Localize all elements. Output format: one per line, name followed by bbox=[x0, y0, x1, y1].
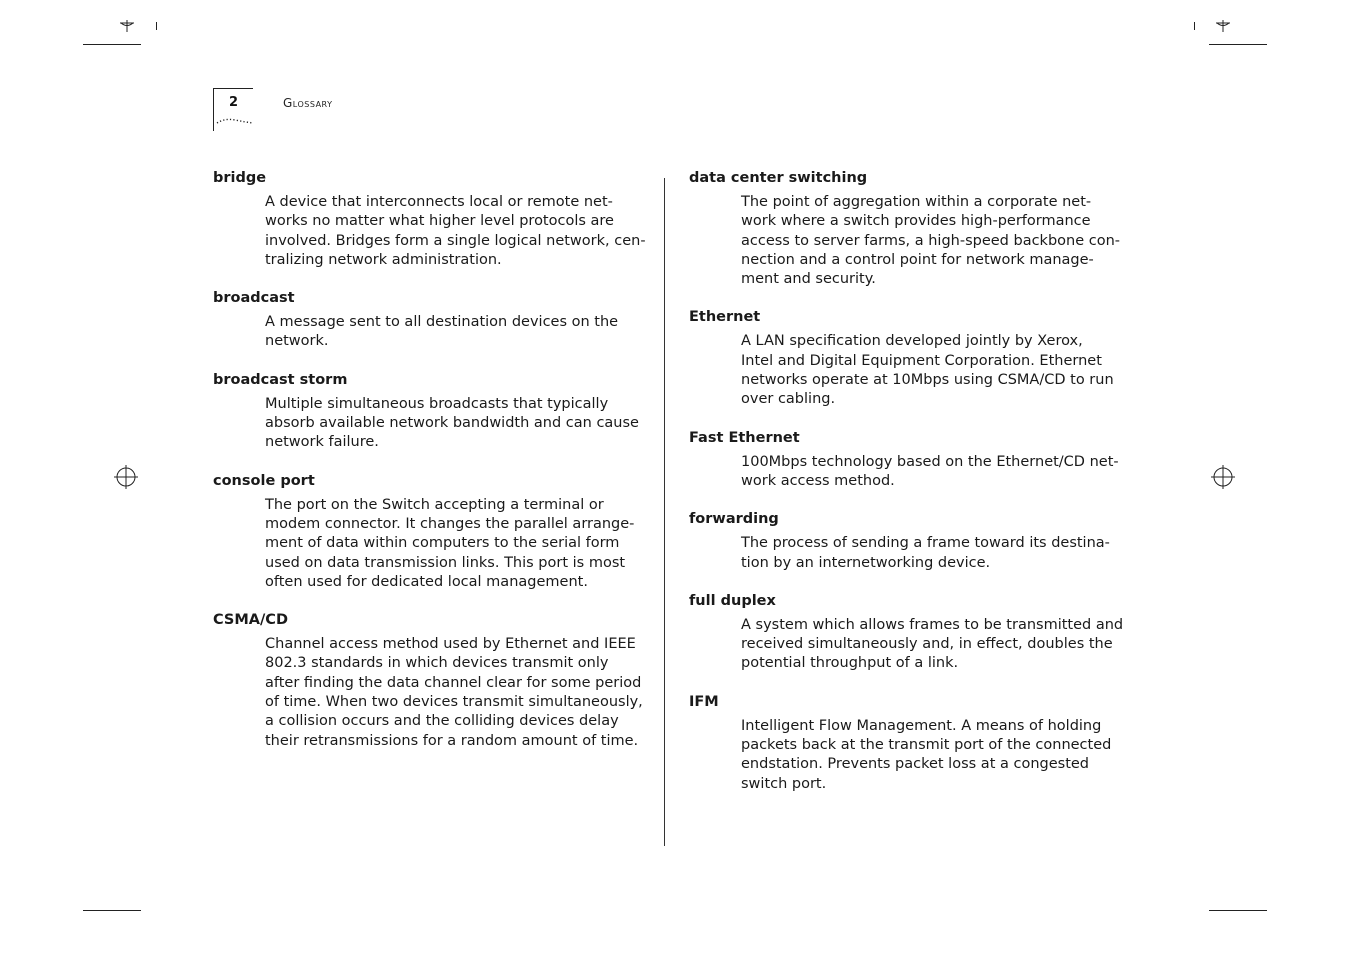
definition-line: switch port. bbox=[741, 775, 827, 792]
crop-mark-top-right-tick bbox=[1194, 22, 1195, 30]
column-divider bbox=[664, 178, 665, 846]
definition-line: endstation. Prevents packet loss at a congested bbox=[741, 756, 1089, 773]
definition-line: involved. Bridges form a single logical network, cen- bbox=[265, 232, 646, 249]
glossary-definition bbox=[741, 717, 1112, 794]
registration-mark-top-left-icon bbox=[115, 12, 139, 36]
definition-line: tion by an internetworking device. bbox=[741, 554, 991, 571]
glossary-definition bbox=[741, 332, 1114, 409]
glossary-entry bbox=[213, 611, 643, 751]
definition-line: nection and a control point for network manage- bbox=[741, 251, 1094, 268]
glossary-entry bbox=[213, 371, 639, 453]
definition-line: The process of sending a frame toward its destina- bbox=[741, 535, 1110, 552]
page-number: 2 bbox=[229, 95, 239, 110]
glossary-term: bridge bbox=[213, 170, 267, 186]
glossary-term: console port bbox=[213, 472, 315, 489]
definition-line: Channel access method used by Ethernet and IEEE bbox=[265, 636, 636, 653]
glossary-term: forwarding bbox=[689, 511, 779, 528]
registration-mark-left-icon bbox=[114, 465, 138, 489]
definition-line: packets back at the transmit port of the connected bbox=[741, 737, 1112, 754]
glossary-definition bbox=[265, 193, 646, 270]
definition-line: Multiple simultaneous broadcasts that typically bbox=[265, 395, 609, 412]
definition-line: 100Mbps technology based on the Ethernet/CD net- bbox=[741, 453, 1119, 470]
definition-line: Intelligent Flow Management. A means of holding bbox=[741, 717, 1102, 734]
glossary-entry bbox=[213, 472, 633, 592]
glossary-definition bbox=[741, 193, 1121, 289]
glossary-entry bbox=[213, 169, 646, 270]
glossary-term: Ethernet bbox=[689, 309, 761, 326]
glossary-entry bbox=[689, 429, 1119, 492]
crop-mark-bottom-right bbox=[1209, 910, 1267, 911]
section-title: Glossary bbox=[283, 96, 333, 110]
glossary-term: IFM bbox=[689, 693, 719, 710]
glossary-definition bbox=[265, 313, 631, 352]
glossary-definition bbox=[741, 534, 1110, 573]
registration-mark-top-right-icon bbox=[1211, 12, 1235, 36]
definition-line: access to server farms, a high-speed backbone con- bbox=[741, 232, 1121, 249]
definition-line: A device that interconnects local or remote net- bbox=[265, 194, 613, 210]
glossary-term: data center switching bbox=[689, 170, 868, 186]
definition-line: used on data transmission links. This port is most bbox=[265, 554, 626, 571]
definition-line: work where a switch provides high-performance bbox=[741, 213, 1091, 230]
crop-mark-top-left bbox=[83, 44, 141, 45]
glossary-column-right bbox=[689, 169, 1124, 813]
glossary-definition bbox=[741, 616, 1124, 674]
glossary-definition bbox=[741, 453, 1119, 492]
definition-line: work access method. bbox=[741, 472, 895, 489]
definition-line: A system which allows frames to be transmitted and bbox=[741, 616, 1124, 633]
definition-line: received simultaneously and, in effect, doubles the bbox=[741, 636, 1113, 653]
definition-line: network. bbox=[265, 333, 329, 350]
glossary-entry bbox=[689, 693, 1112, 794]
definition-line: modem connector. It changes the parallel arrange- bbox=[265, 515, 635, 532]
definition-line: after finding the data channel clear for some period bbox=[265, 674, 642, 691]
registration-mark-right-icon bbox=[1211, 465, 1235, 489]
definition-line: over cabling. bbox=[741, 391, 836, 408]
glossary-entry bbox=[689, 510, 1109, 573]
page-header bbox=[213, 88, 513, 133]
glossary-term: full duplex bbox=[689, 592, 776, 609]
definition-line: The port on the Switch accepting a terminal or bbox=[265, 496, 604, 513]
glossary-entry bbox=[689, 592, 1124, 674]
definition-line: networks operate at 10Mbps using CSMA/CD to run bbox=[741, 372, 1114, 389]
definition-line: A message sent to all destination devices on the bbox=[265, 314, 619, 331]
glossary-entry bbox=[689, 308, 1114, 409]
definition-line: absorb available network bandwidth and can cause bbox=[265, 415, 639, 432]
glossary-column-left bbox=[213, 169, 646, 770]
dotted-curve-icon bbox=[215, 117, 255, 125]
definition-line: tralizing network administration. bbox=[265, 251, 502, 268]
crop-mark-bottom-left bbox=[83, 910, 141, 911]
glossary-definition bbox=[265, 496, 635, 592]
definition-line: their retransmissions for a random amount of time. bbox=[265, 732, 639, 749]
crop-mark-top-right bbox=[1209, 44, 1267, 45]
definition-line: often used for dedicated local management. bbox=[265, 573, 588, 590]
definition-line: 802.3 standards in which devices transmit only bbox=[265, 655, 609, 672]
glossary-definition bbox=[265, 635, 643, 751]
definition-line: of time. When two devices transmit simultaneously, bbox=[265, 694, 643, 711]
glossary-definition bbox=[265, 395, 639, 453]
glossary-term: broadcast bbox=[213, 290, 295, 307]
glossary-term: CSMA/CD bbox=[213, 612, 288, 629]
definition-line: network failure. bbox=[265, 434, 379, 451]
crop-mark-top-left-tick bbox=[156, 22, 157, 30]
definition-line: a collision occurs and the colliding devices delay bbox=[265, 713, 619, 730]
glossary-entry bbox=[213, 289, 633, 352]
definition-line: A LAN specification developed jointly by Xerox, bbox=[741, 333, 1083, 350]
glossary-term: broadcast storm bbox=[213, 371, 348, 388]
glossary-entry bbox=[689, 169, 1121, 289]
definition-line: potential throughput of a link. bbox=[741, 655, 959, 672]
definition-line: ment of data within computers to the serial form bbox=[265, 535, 620, 552]
definition-line: Intel and Digital Equipment Corporation. Ethernet bbox=[741, 352, 1102, 369]
glossary-term: Fast Ethernet bbox=[689, 429, 800, 446]
definition-line: works no matter what higher level protocols are bbox=[265, 213, 614, 230]
definition-line: ment and security. bbox=[741, 271, 876, 288]
definition-line: The point of aggregation within a corporate net- bbox=[741, 194, 1092, 210]
